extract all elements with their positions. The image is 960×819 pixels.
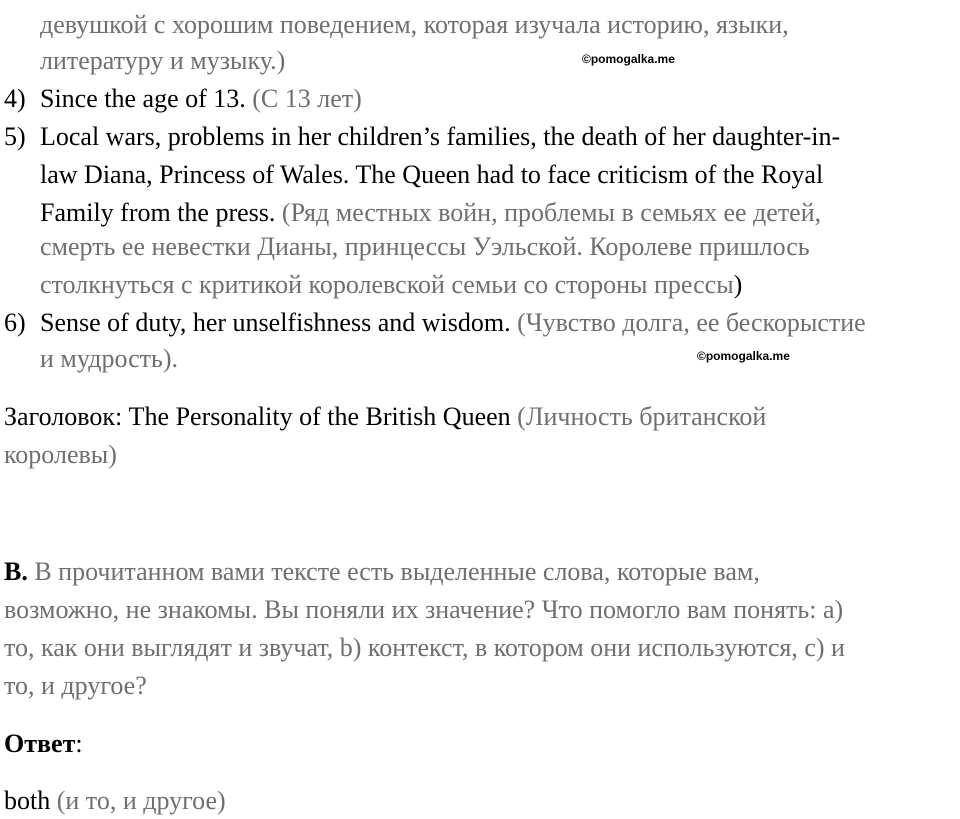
item5-line3 — [40, 198, 821, 228]
answer-ru: (и то, и другое) — [56, 786, 226, 815]
section-b-line1 — [4, 557, 760, 587]
item5-line4: смерть ее невестки Дианы, принцессы Уэльской. Королеве пришлось — [40, 232, 810, 261]
section-b-line3: то, как они выглядят и звучат, b) контекст, в котором они используются, c) и — [4, 633, 845, 662]
item6-line2: и мудрость). — [40, 344, 179, 373]
item6-line1-ru: (Чувство долга, ее бескорыстие — [517, 308, 866, 337]
item5-line3-en: Family from the press. — [40, 198, 276, 227]
item5-line5 — [40, 270, 742, 300]
answer-colon: : — [75, 729, 83, 758]
section-b-line2: возможно, не знакомы. Вы поняли их значение? Что помогло вам понять: а) — [4, 595, 844, 624]
answer-en: both — [4, 786, 51, 815]
section-b-marker: B. — [4, 557, 28, 586]
item4-ru: (С 13 лет) — [252, 84, 362, 113]
item6-number: 6) — [4, 308, 26, 337]
item5-line3-ru: (Ряд местных войн, проблемы в семьях ее детей, — [281, 198, 822, 227]
heading-label: Заголовок: — [4, 402, 123, 431]
item6-line1 — [40, 308, 866, 338]
item5-line1: Local wars, problems in her children’s families, the death of her daughter-in- — [40, 122, 841, 151]
heading-line1 — [4, 402, 766, 432]
heading-en: The Personality of the British Queen — [128, 402, 511, 431]
item4-text — [40, 84, 362, 114]
item5-number: 5) — [4, 122, 26, 151]
section-b-text1: В прочитанном вами тексте есть выделенные слова, которые вам, — [34, 557, 760, 586]
answer-label — [4, 729, 83, 759]
watermark-2: ©pomogalka.me — [697, 349, 790, 363]
item6-line1-en: Sense of duty, her unselfishness and wisdom. — [40, 308, 511, 337]
item4-number: 4) — [4, 84, 26, 113]
answer-text — [4, 786, 226, 816]
item4-en: Since the age of 13. — [40, 84, 246, 113]
item3-line1: девушкой с хорошим поведением, которая изучала историю, языки, — [40, 10, 789, 39]
item5-line2: law Diana, Princess of Wales. The Queen had to face criticism of the Royal — [40, 160, 824, 189]
item5-line5-end: ) — [733, 270, 743, 299]
heading-ru-2: королевы) — [4, 440, 117, 469]
item5-line5-ru: столкнуться с критикой королевской семьи со стороны прессы — [40, 270, 734, 299]
item3-line2: литературу и музыку.) — [40, 46, 286, 75]
watermark-1: ©pomogalka.me — [582, 52, 675, 66]
heading-ru-1: (Личность британской — [517, 402, 767, 431]
section-b-line4: то, и другое? — [4, 671, 147, 700]
answer-label-text: Ответ — [4, 729, 76, 758]
